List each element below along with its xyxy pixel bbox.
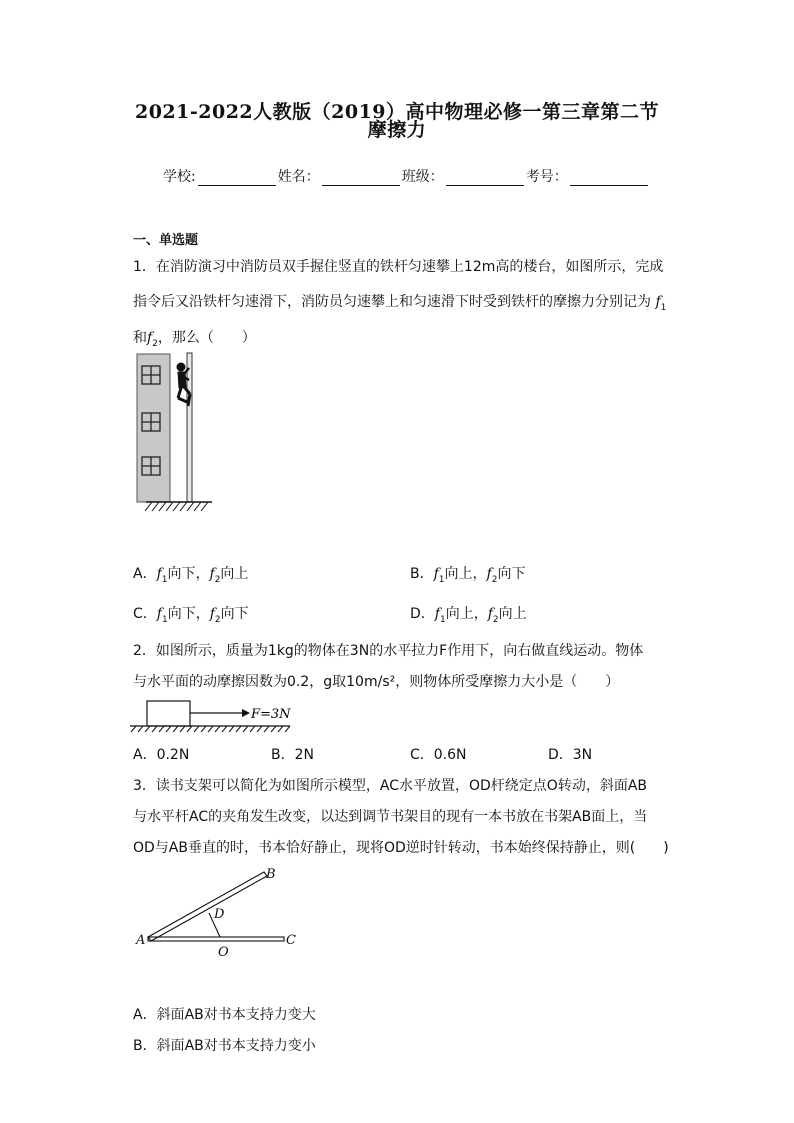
q2-option-a[interactable]: A．0.2N	[133, 747, 190, 763]
page-subtitle-text: 摩擦力	[367, 119, 427, 141]
school-field[interactable]	[198, 171, 276, 186]
q1-figure-firefighter-pole	[128, 350, 218, 520]
q1-option-c[interactable]	[133, 603, 249, 625]
q1-line2-text: 指令后又沿铁杆匀速滑下，消防员匀速攀上和匀速滑下时受到铁杆的摩擦力分别记为	[133, 294, 651, 310]
q1-option-c-mid: 向下，	[167, 606, 210, 622]
q3-line2: 与水平杆AC的夹角发生改变，以达到调节书架目的现有一本书放在书架AB面上，当	[133, 809, 648, 825]
student-info-row	[163, 166, 650, 186]
q1-option-d-label: D．	[410, 606, 435, 622]
q1-option-d[interactable]	[410, 603, 527, 625]
incline-ab	[148, 872, 267, 941]
block	[147, 701, 190, 726]
section-title: 一、单选题	[133, 233, 199, 248]
q1-f2-symbol: f	[147, 330, 153, 346]
q1-f1-subscript: 1	[660, 302, 667, 313]
q1-option-a-mid: 向下，	[167, 566, 210, 582]
q1-option-b-mid: 向上，	[444, 566, 487, 582]
q1-option-b-f1: f	[433, 566, 439, 582]
point-d-label: D	[214, 907, 225, 922]
q1-option-c-sub1: 1	[161, 614, 168, 625]
q2-option-c[interactable]: C．0.6N	[410, 747, 467, 763]
point-o-label: O	[218, 945, 229, 960]
q2-option-b[interactable]: B．2N	[271, 747, 314, 763]
q1-option-c-end: 向下	[220, 606, 249, 622]
q2-figure-block-force	[130, 697, 295, 737]
q1-option-d-sub2: 2	[492, 614, 499, 625]
q3-option-a[interactable]: A．斜面AB对书本支持力变大	[133, 1007, 316, 1023]
q1-f2-subscript: 2	[152, 338, 158, 349]
q1-option-b-end: 向下	[497, 566, 526, 582]
surface-hatching	[131, 726, 290, 732]
name-label: 姓名：	[277, 169, 320, 185]
q1-option-a-label: A．	[133, 566, 157, 582]
iron-pole	[187, 353, 192, 502]
q1-option-d-sub1: 1	[439, 614, 446, 625]
q1-option-c-label: C．	[133, 606, 157, 622]
page-subtitle	[0, 115, 794, 142]
q1-option-c-f1: f	[156, 606, 162, 622]
q1-option-c-f2: f	[209, 606, 215, 622]
q3-line1: 3．读书支架可以简化为如图所示模型，AC水平放置，OD杆绕定点O转动，斜面AB	[133, 778, 648, 794]
page-title: 2021-2022人教版（2019）高中物理必修一第三章第二节	[134, 101, 660, 123]
q1-line3-and: 和	[133, 330, 147, 346]
q2-option-d[interactable]: D．3N	[548, 747, 593, 763]
q1-option-b-sub2: 2	[491, 574, 498, 585]
q1-option-b[interactable]	[410, 563, 525, 585]
exam-no-label: 考号：	[525, 169, 568, 185]
q3-line3: OD与AB垂直的时，书本恰好静止，现将OD逆时针转动，书本始终保持静止，则( )	[133, 840, 669, 856]
q1-option-d-mid: 向上，	[445, 606, 488, 622]
q1-option-c-sub2: 2	[214, 614, 221, 625]
q1-option-b-f2: f	[486, 566, 492, 582]
force-arrow-head	[242, 709, 250, 717]
q1-line1: 1．在消防演习中消防员双手握住竖直的铁杆匀速攀上12m高的楼台，如图所示，完成	[133, 259, 664, 275]
q1-line3	[133, 327, 256, 349]
q1-option-b-label: B．	[410, 566, 434, 582]
q1-f1-symbol: f	[655, 294, 661, 310]
q1-option-a-sub2: 2	[214, 574, 221, 585]
q1-option-d-f2: f	[487, 606, 493, 622]
q3-figure-book-stand	[130, 862, 305, 962]
name-field[interactable]	[322, 171, 400, 186]
q1-line3-end: ，那么（ ）	[157, 330, 256, 346]
q1-option-a-f2: f	[209, 566, 215, 582]
class-label: 班级：	[401, 169, 444, 185]
q2-line1: 2．如图所示，质量为1kg的物体在3N的水平拉力F作用下，向右做直线运动。物体	[133, 643, 644, 659]
point-a-label: A	[136, 933, 146, 948]
q1-option-d-f1: f	[434, 606, 440, 622]
class-field[interactable]	[446, 171, 524, 186]
point-c-label: C	[286, 933, 296, 948]
q2-line2: 与水平面的动摩擦因数为0.2，g取10m/s²，则物体所受摩擦力大小是（ ）	[133, 674, 620, 690]
q1-option-a-f1: f	[156, 566, 162, 582]
ground-hatching	[145, 502, 208, 511]
q1-option-b-sub1: 1	[438, 574, 445, 585]
point-b-label: B	[266, 867, 276, 882]
q1-line2	[133, 291, 666, 313]
q1-option-d-end: 向上	[498, 606, 527, 622]
q1-option-a-end: 向上	[220, 566, 249, 582]
school-label: 学校:	[163, 169, 196, 185]
horizontal-bar-ac	[148, 937, 284, 941]
exam-no-field[interactable]	[570, 171, 648, 186]
force-label: F=3N	[251, 707, 291, 722]
q1-option-a[interactable]	[133, 563, 248, 585]
q1-option-a-sub1: 1	[161, 574, 168, 585]
q3-option-b[interactable]: B．斜面AB对书本支持力变小	[133, 1038, 316, 1054]
